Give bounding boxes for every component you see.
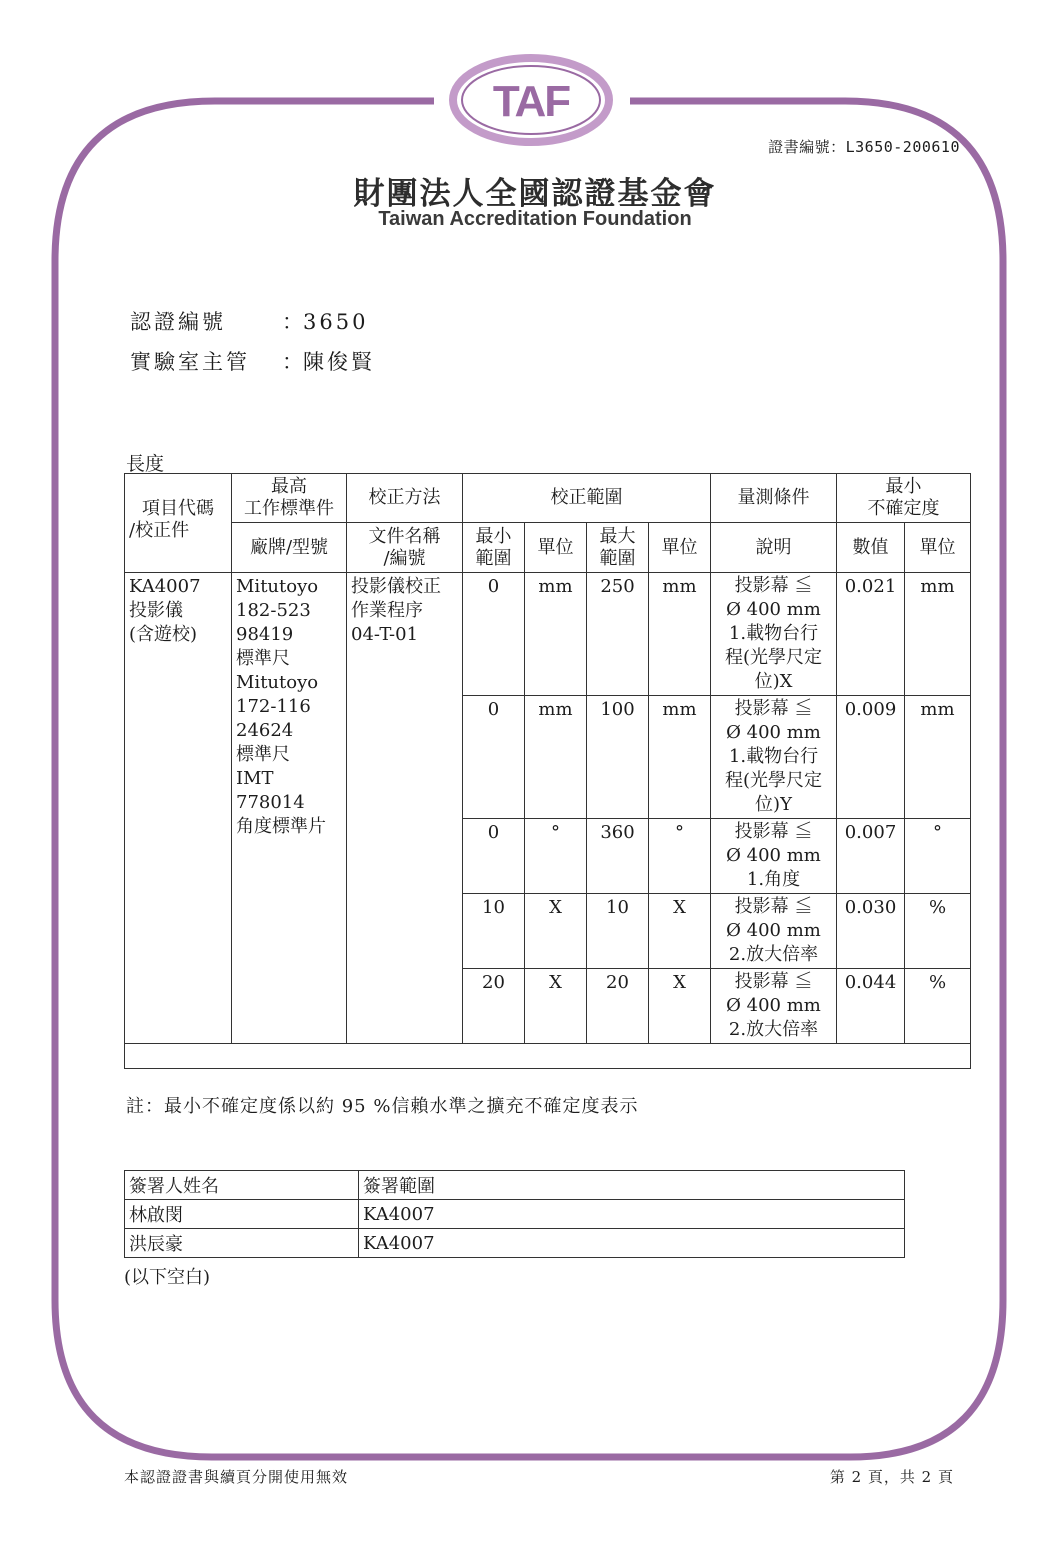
min-unit: X <box>525 969 587 1044</box>
max-unit: mm <box>649 696 711 819</box>
signatory-header-row <box>125 1171 905 1200</box>
header-brand-model: 廠牌/型號 <box>232 523 347 573</box>
header-item-code: 項目代碼 /校正件 <box>125 474 232 573</box>
min-value: 0 <box>463 819 525 894</box>
supervisor-row <box>130 346 375 376</box>
min-unit: mm <box>525 696 587 819</box>
accreditation-number-row <box>130 306 368 336</box>
uncertainty-unit: % <box>905 894 971 969</box>
max-value: 360 <box>587 819 649 894</box>
item-cell: KA4007 投影儀 (含遊校) <box>125 573 232 1044</box>
logo-text: TAF <box>492 77 570 126</box>
header-value: 數值 <box>837 523 905 573</box>
footer-page-number: 第 2 頁，共 2 頁 <box>829 1468 954 1486</box>
max-unit: mm <box>649 573 711 696</box>
header-top-standard: 最高 工作標準件 <box>232 474 347 523</box>
blank-below-note: (以下空白) <box>124 1267 211 1288</box>
uncertainty-value: 0.044 <box>837 969 905 1044</box>
signatory-row <box>125 1200 905 1229</box>
uncertainty-unit: % <box>905 969 971 1044</box>
min-unit: X <box>525 894 587 969</box>
uncertainty-unit: mm <box>905 696 971 819</box>
header-min-unit: 單位 <box>525 523 587 573</box>
max-value: 20 <box>587 969 649 1044</box>
max-unit: X <box>649 894 711 969</box>
max-unit: ° <box>649 819 711 894</box>
max-unit: X <box>649 969 711 1044</box>
header-doc-name: 文件名稱 /編號 <box>347 523 463 573</box>
header-description: 說明 <box>711 523 837 573</box>
signatory-row <box>125 1229 905 1258</box>
accreditation-value: 3650 <box>303 310 369 334</box>
table-header-row <box>125 474 971 523</box>
header-condition: 量測條件 <box>711 474 837 523</box>
header-min-range: 最小 範圍 <box>463 523 525 573</box>
uncertainty-unit: mm <box>905 573 971 696</box>
standards-cell: Mitutoyo 182-523 98419 標準尺 Mitutoyo 172-116 24624 標準尺 IMT 778014 角度標準片 <box>232 573 347 1044</box>
min-value: 20 <box>463 969 525 1044</box>
signatory-name: 洪辰豪 <box>125 1229 359 1258</box>
uncertainty-value: 0.030 <box>837 894 905 969</box>
supervisor-value: 陳俊賢 <box>303 350 375 374</box>
condition-description: 投影幕 ≦ Ø 400 mm 1.角度 <box>711 819 837 894</box>
separator: ： <box>282 350 303 374</box>
method-cell: 投影儀校正 作業程序 04-T-01 <box>347 573 463 1044</box>
uncertainty-value: 0.009 <box>837 696 905 819</box>
signatory-scope-header: 簽署範圍 <box>359 1171 905 1200</box>
section-title: 長度 <box>126 453 165 475</box>
org-name-en: Taiwan Accreditation Foundation <box>378 208 692 230</box>
condition-description: 投影幕 ≦ Ø 400 mm 2.放大倍率 <box>711 969 837 1044</box>
min-unit: ° <box>525 819 587 894</box>
min-value: 0 <box>463 573 525 696</box>
empty-cell <box>125 1044 971 1069</box>
signatory-name: 林啟閔 <box>125 1200 359 1229</box>
uncertainty-value: 0.021 <box>837 573 905 696</box>
signatory-scope: KA4007 <box>359 1229 905 1258</box>
certificate-number: 證書編號：L3650-200610 <box>768 138 960 156</box>
taf-logo <box>448 52 614 148</box>
signatory-name-header: 簽署人姓名 <box>125 1171 359 1200</box>
condition-description: 投影幕 ≦ Ø 400 mm 1.載物台行 程(光學尺定 位)Y <box>711 696 837 819</box>
max-value: 10 <box>587 894 649 969</box>
org-name-zh: 財團法人全國認證基金會 <box>353 176 717 212</box>
min-unit: mm <box>525 573 587 696</box>
min-value: 10 <box>463 894 525 969</box>
signatory-table <box>124 1170 905 1258</box>
signatory-scope: KA4007 <box>359 1200 905 1229</box>
uncertainty-value: 0.007 <box>837 819 905 894</box>
calibration-table <box>124 473 971 1069</box>
separator: ： <box>282 310 303 334</box>
header-range: 校正範圍 <box>463 474 711 523</box>
footer-validity-note: 本認證證書與續頁分開使用無效 <box>124 1468 349 1486</box>
max-value: 250 <box>587 573 649 696</box>
table-row <box>125 573 971 696</box>
condition-description: 投影幕 ≦ Ø 400 mm 1.載物台行 程(光學尺定 位)X <box>711 573 837 696</box>
header-uncertainty: 最小 不確定度 <box>837 474 971 523</box>
header-method: 校正方法 <box>347 474 463 523</box>
supervisor-label: 實驗室主管 <box>130 350 250 374</box>
header-max-unit: 單位 <box>649 523 711 573</box>
uncertainty-note: 註：最小不確定度係以約 95 %信賴水準之擴充不確定度表示 <box>126 1096 639 1117</box>
table-empty-row <box>125 1044 971 1069</box>
condition-description: 投影幕 ≦ Ø 400 mm 2.放大倍率 <box>711 894 837 969</box>
header-max-range: 最大 範圍 <box>587 523 649 573</box>
min-value: 0 <box>463 696 525 819</box>
header-unit: 單位 <box>905 523 971 573</box>
table-subheader-row <box>125 523 971 573</box>
max-value: 100 <box>587 696 649 819</box>
uncertainty-unit: ° <box>905 819 971 894</box>
accreditation-label: 認證編號 <box>130 310 226 334</box>
